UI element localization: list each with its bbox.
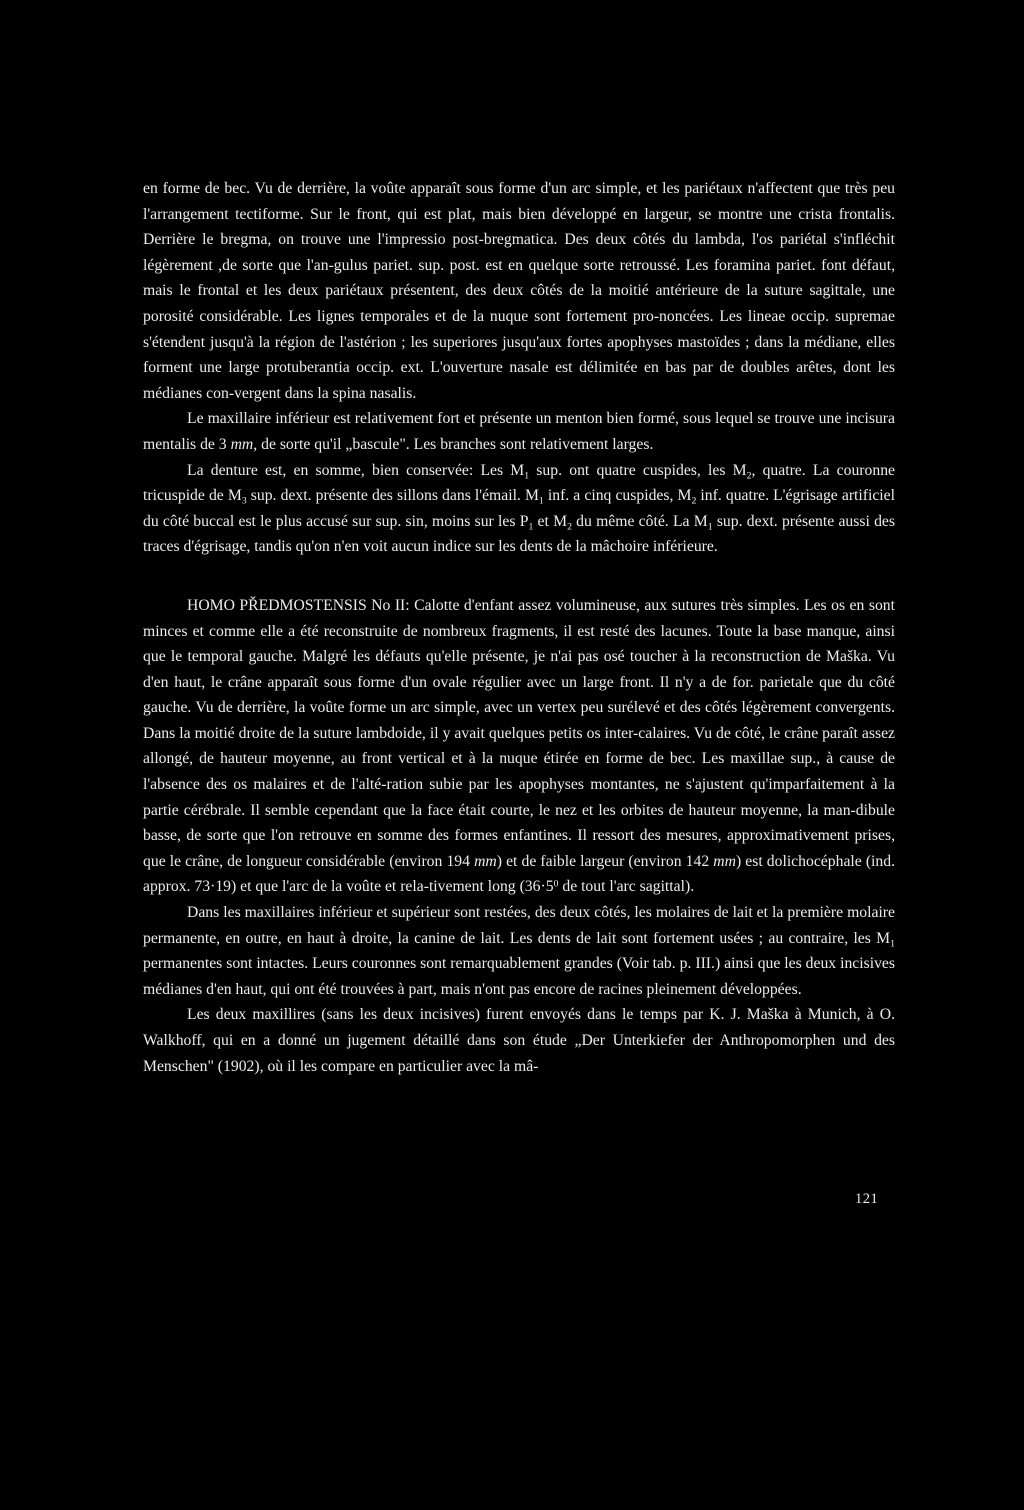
paragraph-1: en forme de bec. Vu de derrière, la voûte apparaît sous forme d'un arc simple, et les pariétaux n'affectent que très peu l'arrangement tectiforme. Sur le front, qui est plat, mais bien développé en largeur, se montre une crista frontalis. Derrière le bregma, on trouve une l'impressio post-bregmatica. Des deux côtés du lambda, l'os pariétal s'infléchit légèrement ,de sorte que l'an-gulus pariet. sup. post. est en quelque sorte retroussé. Les foramina pariet. font défaut, mais le frontal et les deux pariétaux présentent, des deux côtés de la moitié antérieure de la suture sagittale, une porosité considérable. Les lignes temporales et de la nuque sont fortement pro-noncées. Les lineae occip. supremae s'étendent jusqu'à la région de l'astérion ; les superiores jusqu'aux fortes apophyses mastoïdes ; dans la médiane, elles forment une large protuberantia occip. ext. L'ouverture nasale est délimitée en bas par de doubles arêtes, dont les médianes con-vergent dans la spina nasalis. [143, 180, 895, 402]
paragraph-5: Dans les maxillaires inférieur et supérieur sont restées, des deux côtés, les molaires de lait et la première molaire permanente, en outre, en haut à droite, la canine de lait. Les dents de lait sont fortement usées ; au contraire, les $M_1$ permanentes sont intactes. Leurs couronnes sont remarquablement grandes (Voir tab. p. III.) ainsi que les deux incisives médianes d'en haut, qui ont été trouvées à part, mais n'ont pas encore de racines pleinement développées. [143, 904, 895, 998]
subscript: 1 [524, 469, 530, 481]
subscript: 1 [890, 938, 895, 950]
superscript: 0 [553, 879, 559, 891]
subscript: 2 [567, 521, 572, 533]
page-body [143, 176, 895, 1079]
paragraph-6: Les deux maxillires (sans les deux incisives) furent envoyés dans le temps par K. J. Maška à Munich, à O. Walkhoff, qui en a donné un jugement détaillé dans son étude „Der Unterkiefer der Anthropomorphen und des Menschen" (1902), où il les compare en particulier avec la mâ- [143, 1006, 895, 1075]
subscript: 2 [691, 495, 697, 507]
unit-italic: mm [713, 852, 736, 870]
subscript: 1 [538, 495, 544, 507]
page-number: 121 [855, 1191, 879, 1207]
subscript: 3 [241, 495, 247, 507]
subscript: 2 [746, 469, 752, 481]
subscript: 1 [707, 521, 713, 533]
paragraph-3: La denture est, en somme, bien conservée: Les $M_1$ sup. ont quatre cuspides, les $M_2$, quatre. La couronne tricuspide de $M_3$ sup. dext. présente des sillons dans l'émail. $M_1$ inf. a cinq cuspides, $M_2$ inf. quatre. L'égrisage artificiel du côté buccal est le plus accusé sur sup. sin, moins sur les $P_1$ et $M_2$ du même côté. La $M_1$ sup. dext. présente aussi des traces d'égrisage, tandis qu'on n'en voit aucun indice sur les dents de la mâchoire inférieure. [143, 461, 896, 556]
subscript: 1 [528, 521, 534, 533]
paragraph-4: HOMO PŘEDMOSTENSIS No II: Calotte d'enfant assez volumineuse, aux sutures très simples. Les os en sont minces et comme elle a été reconstruite de nombreux fragments, il est resté des lacunes. Toute la base manque, ainsi que le temporal gauche. Malgré les défauts qu'elle présente, je n'ai pas osé toucher à la reconstruction de Maška. Vu d'en haut, le crâne apparaît sous forme d'un ovale régulier avec un large front. Il n'y a de for. parietale que du côté gauche. Vu de derrière, la voûte forme un arc simple, avec un vertex peu surélevé et des côtés légèrement convergents. Dans la moitié droite de la suture lambdoide, il y avait quelques petits os inter-calaires. Vu de côté, le crâne paraît assez allongé, de hauteur moyenne, au front vertical et à la nuque étirée en forme de bec. Les maxillae sup., à cause de l'absence des os malaires et de l'alté-ration subie par les apophyses montantes, ne s'ajustent qu'imparfaitement à la partie cérébrale. Il semble cependant que la face était courte, le nez et les orbites de hauteur moyenne, la man-dibule basse, de sorte que l'on retrouve en somme des formes enfantines. Il ressort des mesures, approximativement prises, que le crâne, de longueur considérable (environ 194 mm) et de faible largeur (environ 142 mm) est dolichocéphale (ind. approx. 73·19) et que l'arc de la voûte et rela-tivement long ($36\cdot 5^0$ de tout l'arc sagittal). [143, 596, 896, 896]
unit-italic: mm [474, 852, 497, 870]
unit-italic: mm [230, 435, 254, 453]
paragraph-2: Le maxillaire inférieur est relativement fort et présente un menton bien formé, sous lequel se trouve une incisura mentalis de 3 mm, de sorte qu'il „bascule". Les branches sont relativement larges. [143, 410, 895, 453]
